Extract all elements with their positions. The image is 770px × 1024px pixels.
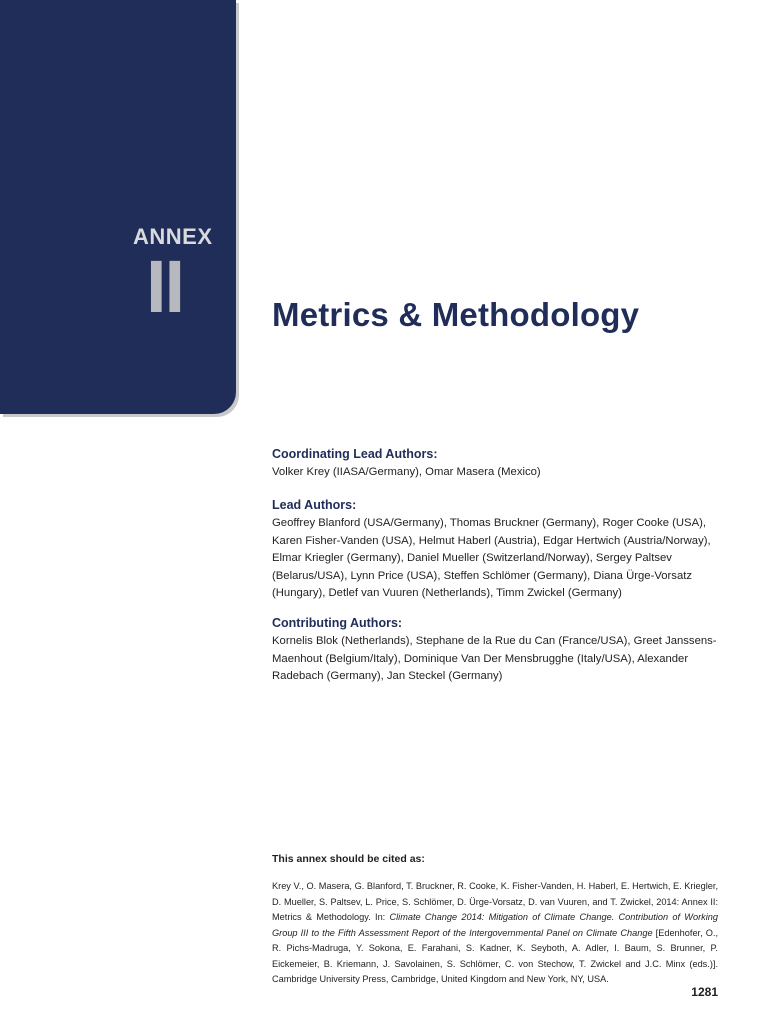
contributing-authors-heading: Contributing Authors: <box>272 616 403 630</box>
annex-banner <box>0 0 236 414</box>
coordinating-lead-authors-heading: Coordinating Lead Authors: <box>272 447 438 461</box>
annex-label: ANNEX <box>133 224 213 249</box>
citation-text <box>272 879 718 988</box>
citation-part-1: Krey V., O. Masera, G. Blanford, T. Bruckner, R. Cooke, K. Fisher-Vanden, H. Haberl, E. Hertwich, E. Kriegler, D. Mueller, S. Paltsev, L. Price, S. Schlömer, D. Ürge-Vorsatz, D. van Vuuren, and T. Zwickel, 2014: Annex II: Metrics & Methodology. In: <box>272 881 718 922</box>
contributing-authors-names: Kornelis Blok (Netherlands), Stephane de la Rue du Can (France/USA), Greet Janssens-Maenhout (Belgium/Italy), Dominique Van Der Mensbrugghe (Italy/USA), Alexander Radebach (Germany), Jan Steckel (Germany) <box>272 635 717 682</box>
lead-authors-section <box>272 498 732 603</box>
page-title: Metrics & Methodology <box>272 296 640 333</box>
citation-heading: This annex should be cited as: <box>272 853 425 865</box>
page-number: 1281 <box>691 985 718 999</box>
contributing-authors-section <box>272 616 732 686</box>
citation-part-2: [Edenhofer, O., R. Pichs-Madruga, Y. Sokona, E. Farahani, S. Kadner, K. Seyboth, A. Adler, I. Baum, S. Brunner, P. Eickemeier, B. Kriemann, J. Savolainen, S. Schlömer, C. von Stechow, T. Zwickel and J.C. Minx (eds.)]. Cambridge University Press, Cambridge, United Kingdom and New York, NY, USA. <box>272 927 719 984</box>
lead-authors-names: Geoffrey Blanford (USA/Germany), Thomas Bruckner (Germany), Roger Cooke (USA), Karen Fisher-Vanden (USA), Helmut Haberl (Austria), Edgar Hertwich (Austria/Norway), Elmar Kriegler (Germany), Daniel Mueller (Switzerland/Norway), Sergey Paltsev (Belarus/USA), Lynn Price (USA), Steffen Schlömer (Germany), Diana Ürge-Vorsatz (Hungary), Detlef van Vuuren (Netherlands), Timm Zwickel (Germany) <box>272 517 711 599</box>
coordinating-lead-authors-names: Volker Krey (IIASA/Germany), Omar Masera (Mexico) <box>272 466 541 478</box>
lead-authors-heading: Lead Authors: <box>272 498 357 512</box>
coordinating-lead-authors-section <box>272 447 732 482</box>
annex-number: II <box>146 245 184 328</box>
citation-book-title: Climate Change 2014: Mitigation of Climate Change. Contribution of Working Group III to the Fifth Assessment Report of the Intergovernmental Panel on Climate Change <box>272 912 718 938</box>
